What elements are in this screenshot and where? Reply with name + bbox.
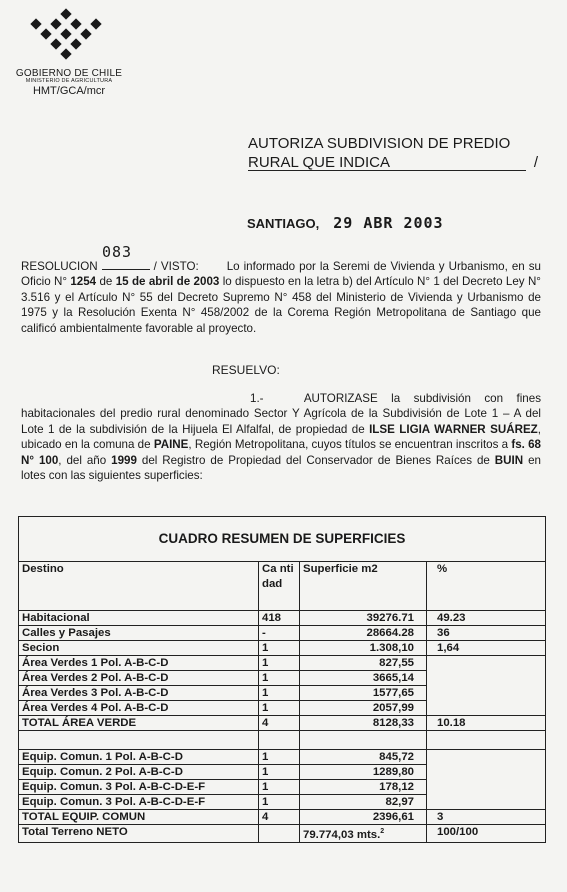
spacer-row xyxy=(19,731,546,750)
date-stamp: 29 ABR 2003 xyxy=(333,214,444,232)
rows-b xyxy=(19,656,546,716)
table-row xyxy=(19,656,546,671)
title-slash: / xyxy=(533,154,538,171)
cell-percent: 1,64 xyxy=(427,641,546,656)
cell-superficie: 2057,99 xyxy=(300,701,427,716)
table-row xyxy=(19,701,546,716)
cell-cantidad: 1 xyxy=(259,701,300,716)
visto-text-3: lo dispuesto en la letra b) del Artículo N° 1 del Decreto Ley N° 3.516 y el Artículo N° 55 del Decreto Supremo N° 458 del Ministerio de Vivienda y Urbanismo de 1975 y la Resolución Exenta N° 458/2002 de la Corema Región Metropolitana de Santiago que calificó ambientalmente favorable al proyecto. xyxy=(21,275,541,335)
cell-superficie: 1289,80 xyxy=(300,765,427,780)
total-verde-row xyxy=(19,716,546,731)
cell-destino: Área Verdes 3 Pol. A-B-C-D xyxy=(19,686,259,701)
total-equip-row xyxy=(19,810,546,825)
resolution-number: 083 xyxy=(102,243,133,261)
cell-percent xyxy=(427,795,546,810)
cell-percent xyxy=(427,671,546,686)
cell-destino: Secion xyxy=(19,641,259,656)
org-name: GOBIERNO DE CHILE xyxy=(15,68,123,79)
cell-destino: TOTAL ÁREA VERDE xyxy=(19,716,259,731)
cell-destino: Equip. Comun. 3 Pol. A-B-C-D-E-F xyxy=(19,795,259,810)
table-row xyxy=(19,611,546,626)
cell-cantidad: 1 xyxy=(259,671,300,686)
header-cantidad: Ca nti dad xyxy=(259,562,300,611)
cell-superficie: 3665,14 xyxy=(300,671,427,686)
table-row xyxy=(19,686,546,701)
cell-destino: Calles y Pasajes xyxy=(19,626,259,641)
org-block xyxy=(14,69,124,97)
total-neto-value xyxy=(300,825,427,843)
cell-cantidad: 1 xyxy=(259,656,300,671)
title-line-2-text: RURAL QUE INDICA xyxy=(248,154,390,171)
place-date xyxy=(247,214,444,232)
table-row xyxy=(19,765,546,780)
cell-percent xyxy=(427,750,546,765)
oficio-date: 15 de abril de 2003 xyxy=(115,275,220,289)
cell-cantidad: 1 xyxy=(259,750,300,765)
resuelvo-heading: RESUELVO: xyxy=(212,363,280,377)
rows-a xyxy=(19,611,546,656)
cell-superficie: 2396,61 xyxy=(300,810,427,825)
cell-destino: TOTAL EQUIP. COMUN xyxy=(19,810,259,825)
title-line-1: AUTORIZA SUBDIVISION DE PREDIO xyxy=(248,135,511,152)
table-row xyxy=(19,750,546,765)
cell-superficie: 39276.71 xyxy=(300,611,427,626)
cell-percent: 49.23 xyxy=(427,611,546,626)
owner-name: ILSE LIGIA WARNER SUÁREZ xyxy=(369,422,538,436)
title-line-2 xyxy=(248,153,538,172)
cell-superficie: 178,12 xyxy=(300,780,427,795)
cell-superficie: 845,72 xyxy=(300,750,427,765)
reference-code: HMT/GCA/mcr xyxy=(32,84,106,97)
cell-destino: Equip. Comun. 1 Pol. A-B-C-D xyxy=(19,750,259,765)
table-row xyxy=(19,810,546,825)
article-number: 1.- xyxy=(250,392,264,405)
article-text-4: , del año xyxy=(58,453,107,467)
total-neto-sup: 2 xyxy=(380,828,385,835)
table-header-row xyxy=(19,562,546,611)
table-row xyxy=(19,626,546,641)
total-neto-pct: 100/100 xyxy=(427,825,546,843)
total-neto-value-text: 79.774,03 mts. xyxy=(303,828,381,841)
document-title xyxy=(248,134,538,172)
cell-cantidad: 418 xyxy=(259,611,300,626)
org-subtitle: MINISTERIO DE AGRICULTURA xyxy=(25,78,113,84)
place: SANTIAGO, xyxy=(247,216,320,231)
cell-percent: 36 xyxy=(427,626,546,641)
government-logo xyxy=(28,6,112,68)
rows-c xyxy=(19,750,546,810)
cell-percent xyxy=(427,780,546,795)
total-neto-row xyxy=(19,825,546,843)
cell-cantidad: 1 xyxy=(259,641,300,656)
city: BUIN xyxy=(494,453,524,467)
total-neto-qty xyxy=(259,825,300,843)
cell-percent xyxy=(427,656,546,671)
cell-cantidad: 4 xyxy=(259,716,300,731)
cell-cantidad: 4 xyxy=(259,810,300,825)
visto-text-2: de xyxy=(99,275,113,289)
resolution-label: RESOLUCION xyxy=(21,260,98,273)
cell-cantidad: 1 xyxy=(259,765,300,780)
cell-superficie: 1.308,10 xyxy=(300,641,427,656)
table-row xyxy=(19,671,546,686)
cell-destino: Área Verdes 4 Pol. A-B-C-D xyxy=(19,701,259,716)
cell-percent: 10.18 xyxy=(427,716,546,731)
cell-cantidad: - xyxy=(259,626,300,641)
cell-percent xyxy=(427,765,546,780)
article-text-2: , ubicado en la comuna de xyxy=(21,422,541,452)
year: 1999 xyxy=(111,453,137,467)
visto-paragraph xyxy=(21,243,541,336)
table-row xyxy=(19,716,546,731)
cell-percent xyxy=(427,686,546,701)
cell-superficie: 827,55 xyxy=(300,656,427,671)
oficio-number: 1254 xyxy=(70,275,97,289)
cell-destino: Área Verdes 1 Pol. A-B-C-D xyxy=(19,656,259,671)
article-text-5: del Registro de Propiedad del Conservador de Bienes Raíces de xyxy=(141,453,490,467)
cell-superficie: 82,97 xyxy=(300,795,427,810)
header-percent: % xyxy=(427,562,546,611)
cell-cantidad: 1 xyxy=(259,795,300,810)
cell-percent xyxy=(427,701,546,716)
total-neto-label: Total Terreno NETO xyxy=(19,825,259,843)
cell-destino: Equip. Comun. 3 Pol. A-B-C-D-E-F xyxy=(19,780,259,795)
cell-destino: Área Verdes 2 Pol. A-B-C-D xyxy=(19,671,259,686)
table-caption: CUADRO RESUMEN DE SUPERFICIES xyxy=(19,517,546,562)
surface-summary-table xyxy=(18,516,546,843)
cell-destino: Habitacional xyxy=(19,611,259,626)
title-underline xyxy=(248,170,526,171)
visto-text-1: Lo informado por la Seremi de Vivienda y Urbanismo, en su Oficio N° xyxy=(21,260,541,289)
table-row xyxy=(19,795,546,810)
cell-destino: Equip. Comun. 2 Pol. A-B-C-D xyxy=(19,765,259,780)
article-text-3: , Región Metropolitana, cuyos títulos se encuentran inscritos a xyxy=(188,438,509,452)
article-text-6: en lotes con las siguientes superficies: xyxy=(21,453,541,483)
cell-superficie: 1577,65 xyxy=(300,686,427,701)
article-text-1: AUTORIZASE la subdivisión con fines habitacionales del predio rural denominado Sector Y Agrícola de la Subdivisión de Lote 1 – A del Lote 1 de la subdivisión de la Hijuela El Alfalfal, de propiedad de xyxy=(21,392,541,436)
visto-label: / VISTO: xyxy=(153,260,199,273)
comuna: PAINE xyxy=(153,438,189,452)
header-destino: Destino xyxy=(19,562,259,611)
cell-percent: 3 xyxy=(427,810,546,825)
cell-superficie: 8128,33 xyxy=(300,716,427,731)
table-row xyxy=(19,780,546,795)
fojas: fs. 68 N° 100 xyxy=(21,438,541,467)
cell-cantidad: 1 xyxy=(259,686,300,701)
header-superficie: Superficie m2 xyxy=(300,562,427,611)
cell-cantidad: 1 xyxy=(259,780,300,795)
article-1 xyxy=(21,391,541,483)
cell-superficie: 28664.28 xyxy=(300,626,427,641)
table-row xyxy=(19,641,546,656)
